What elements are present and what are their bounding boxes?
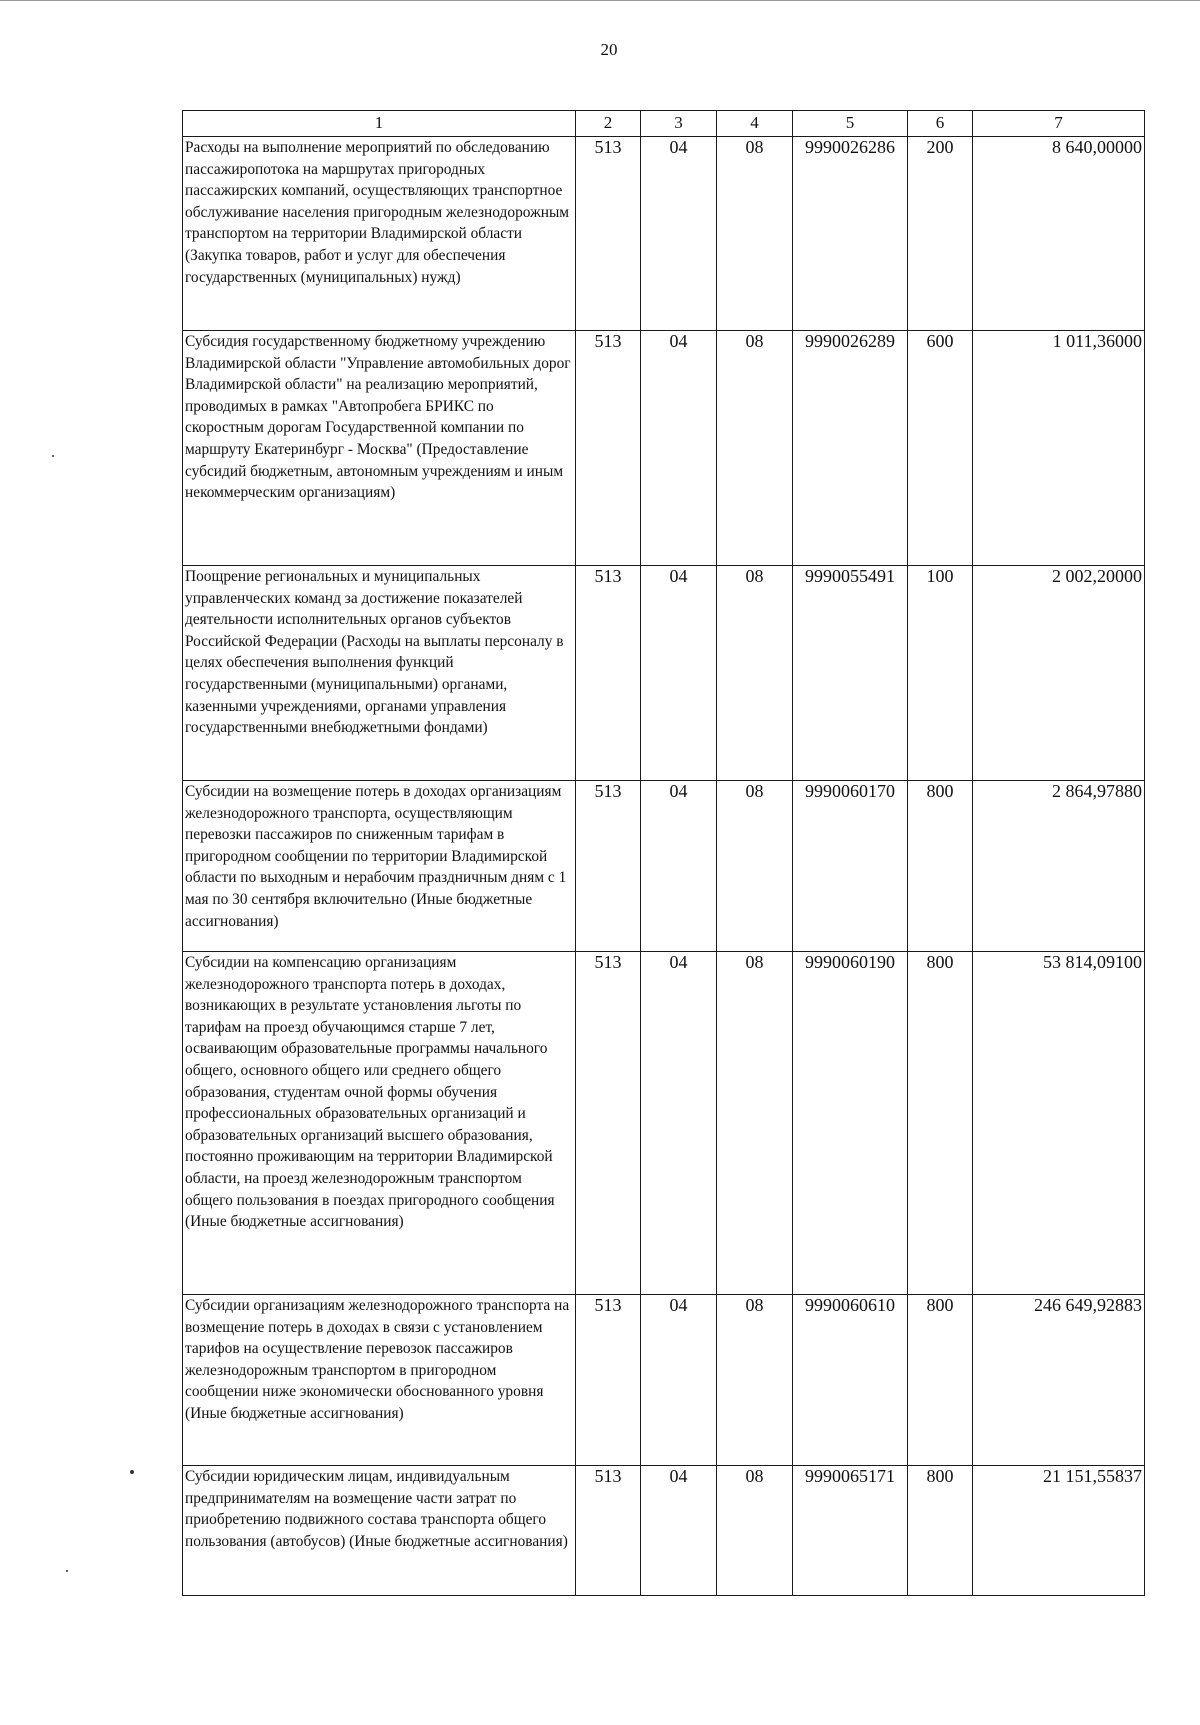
scan-edge-line bbox=[0, 0, 1200, 1]
row-ministry-code: 513 bbox=[576, 137, 641, 331]
row-section-code: 04 bbox=[641, 1466, 717, 1596]
table-row bbox=[183, 1466, 1145, 1596]
row-subsection-code: 08 bbox=[717, 1466, 793, 1596]
row-subsection-code: 08 bbox=[717, 952, 793, 1295]
row-ministry-code: 513 bbox=[576, 952, 641, 1295]
header-col-2: 2 bbox=[576, 111, 641, 137]
page-number: 20 bbox=[600, 40, 618, 59]
row-amount: 246 649,92883 bbox=[973, 1295, 1145, 1466]
row-description: Субсидии на возмещение потерь в доходах организациям железнодорожного транспорта, осуществляющим перевозки пассажиров по сниженным тарифам в пригородном сообщении по территории Владимирской области по выходным и нерабочим праздничным дням с 1 мая по 30 сентября включительно (Иные бюджетные ассигнования) bbox=[183, 781, 576, 952]
row-target-code: 9990060170 bbox=[793, 781, 908, 952]
row-ministry-code: 513 bbox=[576, 566, 641, 781]
row-section-code: 04 bbox=[641, 781, 717, 952]
scan-speck bbox=[130, 1470, 134, 1474]
row-amount: 2 002,20000 bbox=[973, 566, 1145, 781]
header-col-5: 5 bbox=[793, 111, 908, 137]
scan-speck bbox=[52, 455, 54, 457]
row-target-code: 9990026286 bbox=[793, 137, 908, 331]
row-description: Субсидии юридическим лицам, индивидуальным предпринимателям на возмещение части затрат по приобретению подвижного состава транспорта общего пользования (автобусов) (Иные бюджетные ассигнования) bbox=[183, 1466, 576, 1596]
table-header-row bbox=[183, 111, 1145, 137]
table-row bbox=[183, 1295, 1145, 1466]
row-subsection-code: 08 bbox=[717, 781, 793, 952]
header-col-4: 4 bbox=[717, 111, 793, 137]
row-amount: 21 151,55837 bbox=[973, 1466, 1145, 1596]
row-target-code: 9990026289 bbox=[793, 331, 908, 566]
row-expense-type: 100 bbox=[908, 566, 973, 781]
row-expense-type: 800 bbox=[908, 952, 973, 1295]
row-expense-type: 600 bbox=[908, 331, 973, 566]
row-description: Субсидии организациям железнодорожного транспорта на возмещение потерь в доходах в связи с установлением тарифов на осуществление перевозок пассажиров железнодорожным транспортом в пригородном сообщении ниже экономически обоснованного уровня (Иные бюджетные ассигнования) bbox=[183, 1295, 576, 1466]
row-description: Субсидии на компенсацию организациям железнодорожного транспорта потерь в доходах, возникающих в результате установления льготы по тарифам на проезд обучающимся старше 7 лет, осваивающим образовательные программы начального общего, основного общего или среднего общего образования, студентам очной формы обучения профессиональных образовательных организаций и образовательных организаций высшего образования, постоянно проживающим на территории Владимирской области, на проезд железнодорожным транспортом общего пользования в поездах пригородного сообщения (Иные бюджетные ассигнования) bbox=[183, 952, 576, 1295]
row-ministry-code: 513 bbox=[576, 1295, 641, 1466]
row-amount: 1 011,36000 bbox=[973, 331, 1145, 566]
row-description: Субсидия государственному бюджетному учреждению Владимирской области "Управление автомобильных дорог Владимирской области" на реализацию мероприятий, проводимых в рамках "Автопробега БРИКС по скоростным дорогам Государственной компании по маршруту Екатеринбург - Москва" (Предоставление субсидий бюджетным, автономным учреждениям и иным некоммерческим организациям) bbox=[183, 331, 576, 566]
header-col-3: 3 bbox=[641, 111, 717, 137]
row-target-code: 9990065171 bbox=[793, 1466, 908, 1596]
row-ministry-code: 513 bbox=[576, 1466, 641, 1596]
budget-table bbox=[182, 110, 1145, 1596]
row-target-code: 9990055491 bbox=[793, 566, 908, 781]
row-target-code: 9990060610 bbox=[793, 1295, 908, 1466]
scan-speck bbox=[66, 1570, 68, 1572]
row-expense-type: 800 bbox=[908, 781, 973, 952]
header-col-1: 1 bbox=[183, 111, 576, 137]
header-col-7: 7 bbox=[973, 111, 1145, 137]
row-subsection-code: 08 bbox=[717, 137, 793, 331]
header-col-6: 6 bbox=[908, 111, 973, 137]
row-ministry-code: 513 bbox=[576, 331, 641, 566]
row-expense-type: 800 bbox=[908, 1466, 973, 1596]
row-expense-type: 800 bbox=[908, 1295, 973, 1466]
row-ministry-code: 513 bbox=[576, 781, 641, 952]
table-row bbox=[183, 781, 1145, 952]
row-amount: 53 814,09100 bbox=[973, 952, 1145, 1295]
row-section-code: 04 bbox=[641, 566, 717, 781]
table-row bbox=[183, 566, 1145, 781]
row-section-code: 04 bbox=[641, 137, 717, 331]
row-expense-type: 200 bbox=[908, 137, 973, 331]
table-row bbox=[183, 952, 1145, 1295]
row-target-code: 9990060190 bbox=[793, 952, 908, 1295]
row-section-code: 04 bbox=[641, 1295, 717, 1466]
row-description: Расходы на выполнение мероприятий по обследованию пассажиропотока на маршрутах пригородных пассажирских компаний, осуществляющих транспортное обслуживание населения пригородным железнодорожным транспортом на территории Владимирской области (Закупка товаров, работ и услуг для обеспечения государственных (муниципальных) нужд) bbox=[183, 137, 576, 331]
table-row bbox=[183, 331, 1145, 566]
row-section-code: 04 bbox=[641, 952, 717, 1295]
row-section-code: 04 bbox=[641, 331, 717, 566]
table-row bbox=[183, 137, 1145, 331]
row-subsection-code: 08 bbox=[717, 566, 793, 781]
row-amount: 2 864,97880 bbox=[973, 781, 1145, 952]
row-description: Поощрение региональных и муниципальных управленческих команд за достижение показателей деятельности исполнительных органов субъектов Российской Федерации (Расходы на выплаты персоналу в целях обеспечения выполнения функций государственными (муниципальными) органами, казенными учреждениями, органами управления государственными внебюджетными фондами) bbox=[183, 566, 576, 781]
row-subsection-code: 08 bbox=[717, 1295, 793, 1466]
row-amount: 8 640,00000 bbox=[973, 137, 1145, 331]
row-subsection-code: 08 bbox=[717, 331, 793, 566]
